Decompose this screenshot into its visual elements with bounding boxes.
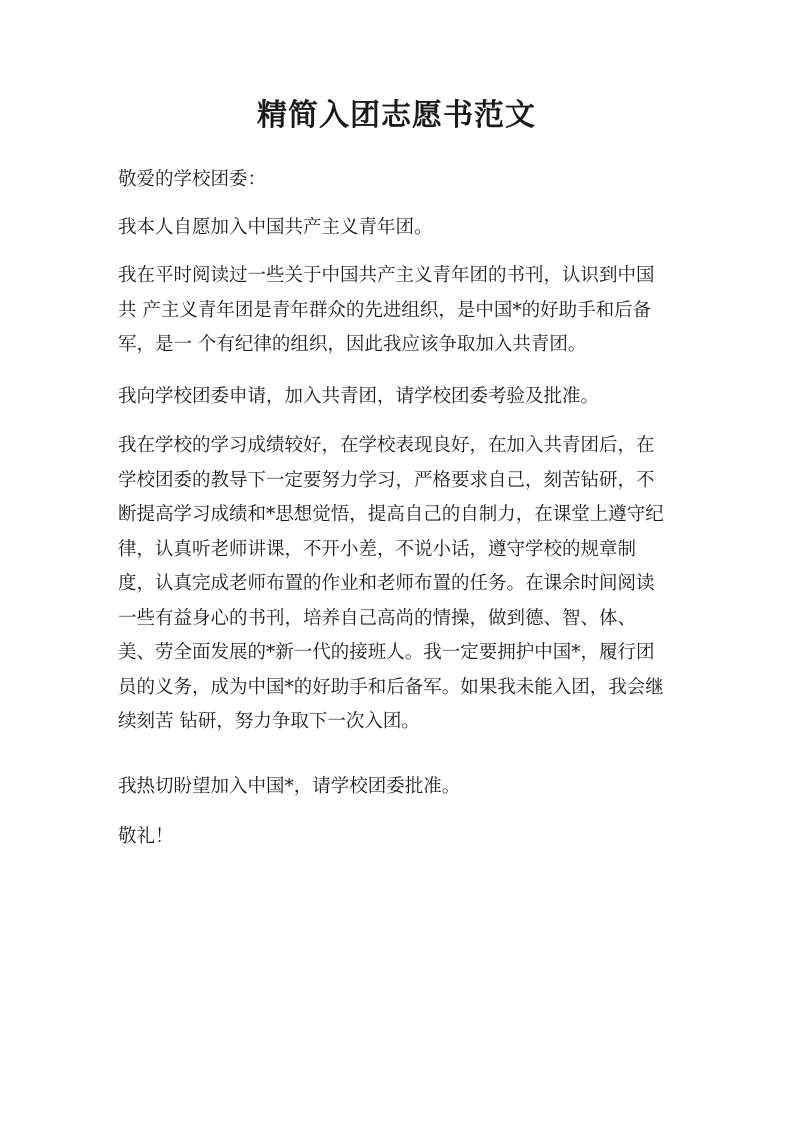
paragraph-volunteer-statement bbox=[118, 211, 678, 246]
document-title: 精简入团志愿书范文 bbox=[257, 98, 536, 133]
paragraph-line: 度，认真完成老师布置的作业和老师布置的任务。在课余时间阅读 bbox=[118, 573, 655, 594]
paragraph-line: 军，是一 个有纪律的组织，因此我应该争取加入共青团。 bbox=[118, 334, 587, 355]
paragraph-application bbox=[118, 380, 678, 415]
paragraph-line: 我在学校的学习成绩较好，在学校表现良好，在加入共青团后，在 bbox=[118, 435, 655, 456]
paragraph-hope bbox=[118, 770, 678, 805]
paragraph-line: 我本人自愿加入中国共产主义青年团。 bbox=[118, 217, 433, 238]
paragraph-line: 美、劳全面发展的*新一代的接班人。我一定要拥护中国*，履行团 bbox=[118, 642, 655, 663]
paragraph-line: 我热切盼望加入中国*，请学校团委批准。 bbox=[118, 776, 461, 797]
paragraph-line: 我在平时阅读过一些关于中国共产主义青年团的书刊，认识到中国 bbox=[118, 265, 655, 286]
paragraph-line: 律，认真听老师讲课，不开小差，不说小话，遵守学校的规章制 bbox=[118, 538, 637, 560]
paragraph-commitment bbox=[118, 429, 678, 740]
paragraph-line: 我向学校团委申请，加入共青团，请学校团委考验及批准。 bbox=[118, 386, 600, 407]
closing-line: 敬礼！ bbox=[118, 826, 174, 847]
paragraph-line: 断提高学习成绩和*思想觉悟，提高自己的自制力，在课堂上遵守纪 bbox=[118, 504, 664, 525]
salutation bbox=[118, 163, 678, 198]
paragraph-understanding bbox=[118, 259, 678, 363]
paragraph-line: 续刻苦 钻研，努力争取下一次入团。 bbox=[118, 711, 420, 732]
paragraph-line: 员的义务，成为中国*的好助手和后备军。如果我未能入团，我会继 bbox=[118, 676, 664, 698]
closing-salute bbox=[118, 820, 678, 855]
paragraph-line: 一些有益身心的书刊，培养自己高尚的情操，做到德、智、体、 bbox=[118, 607, 637, 629]
paragraph-line: 学校团委的教导下一定要努力学习，严格要求自己，刻苦钻研，不 bbox=[118, 469, 655, 491]
salutation-line: 敬爱的学校团委： bbox=[118, 169, 267, 190]
paragraph-line: 共 产主义青年团是青年群众的先进组织，是中国*的好助手和后备 bbox=[118, 299, 652, 321]
